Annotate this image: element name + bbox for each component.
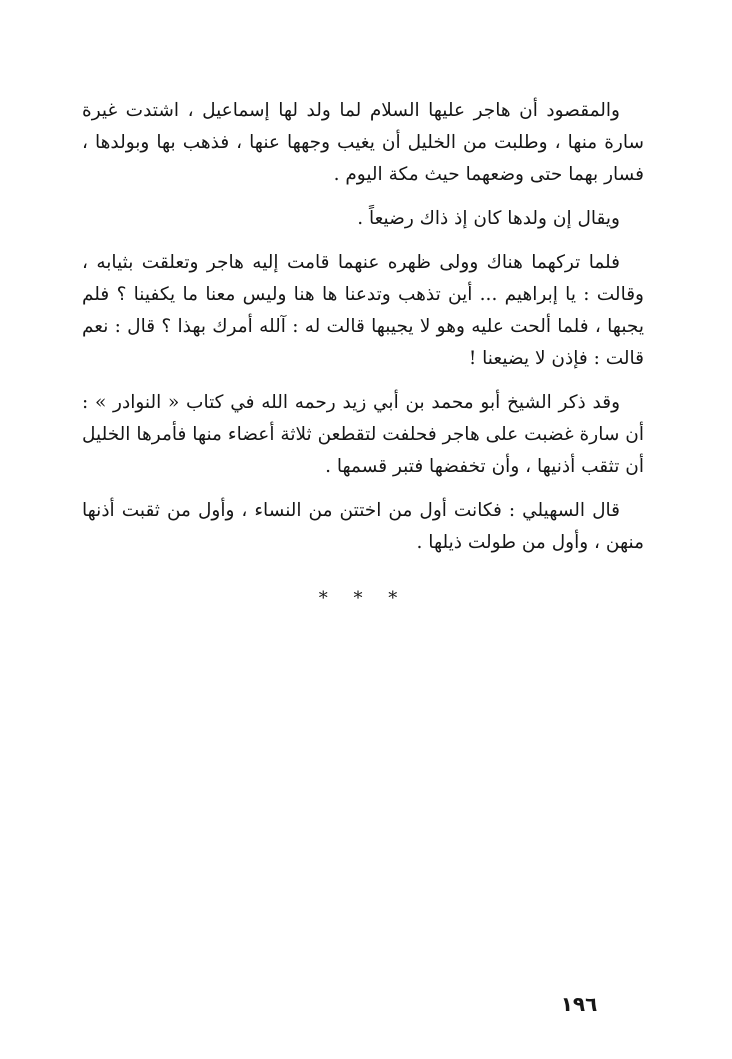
paragraph-nawadir-quote: وقد ذكر الشيخ أبو محمد بن أبي زيد رحمه الله في كتاب « النوادر » : أن سارة غضبت على هاجر فحلفت لتقطعن ثلاثة أعضاء منها فأمرها الخليل أن تثقب أذنيها ، وأن تخفضها فتبر قسمها . bbox=[82, 392, 644, 477]
section-separator: * * * bbox=[318, 588, 408, 609]
paragraph-infant: ويقال إن ولدها كان إذ ذاك رضيعاً . bbox=[357, 208, 620, 229]
body-text bbox=[82, 95, 644, 615]
paragraph-abraham-leaving: فلما تركهما هناك وولى ظهره عنهما قامت إليه هاجر وتعلقت بثيابه ، وقالت : يا إبراهيم ... أين تذهب وتدعنا ها هنا وليس معنا ما يكفينا ؟ فلم يجبها ، فلما ألحت عليه وهو لا يجيبها قالت له : آلله أمرك بهذا ؟ قال : نعم قالت : فإذن لا يضيعنا ! bbox=[82, 252, 644, 369]
paragraph-suhayli-quote: قال السهيلي : فكانت أول من اختتن من النساء ، وأول من ثقبت أذنها منهن ، وأول من طولت ذيلها . bbox=[82, 500, 644, 553]
page-number: ١٩٦ bbox=[560, 992, 598, 1016]
paragraph-hagar-sarah: والمقصود أن هاجر عليها السلام لما ولد لها إسماعيل ، اشتدت غيرة سارة منها ، وطلبت من الخليل أن يغيب وجهها عنها ، فذهب بها وبولدها ، فسار بهما حتى وضعهما حيث مكة اليوم . bbox=[82, 100, 644, 185]
